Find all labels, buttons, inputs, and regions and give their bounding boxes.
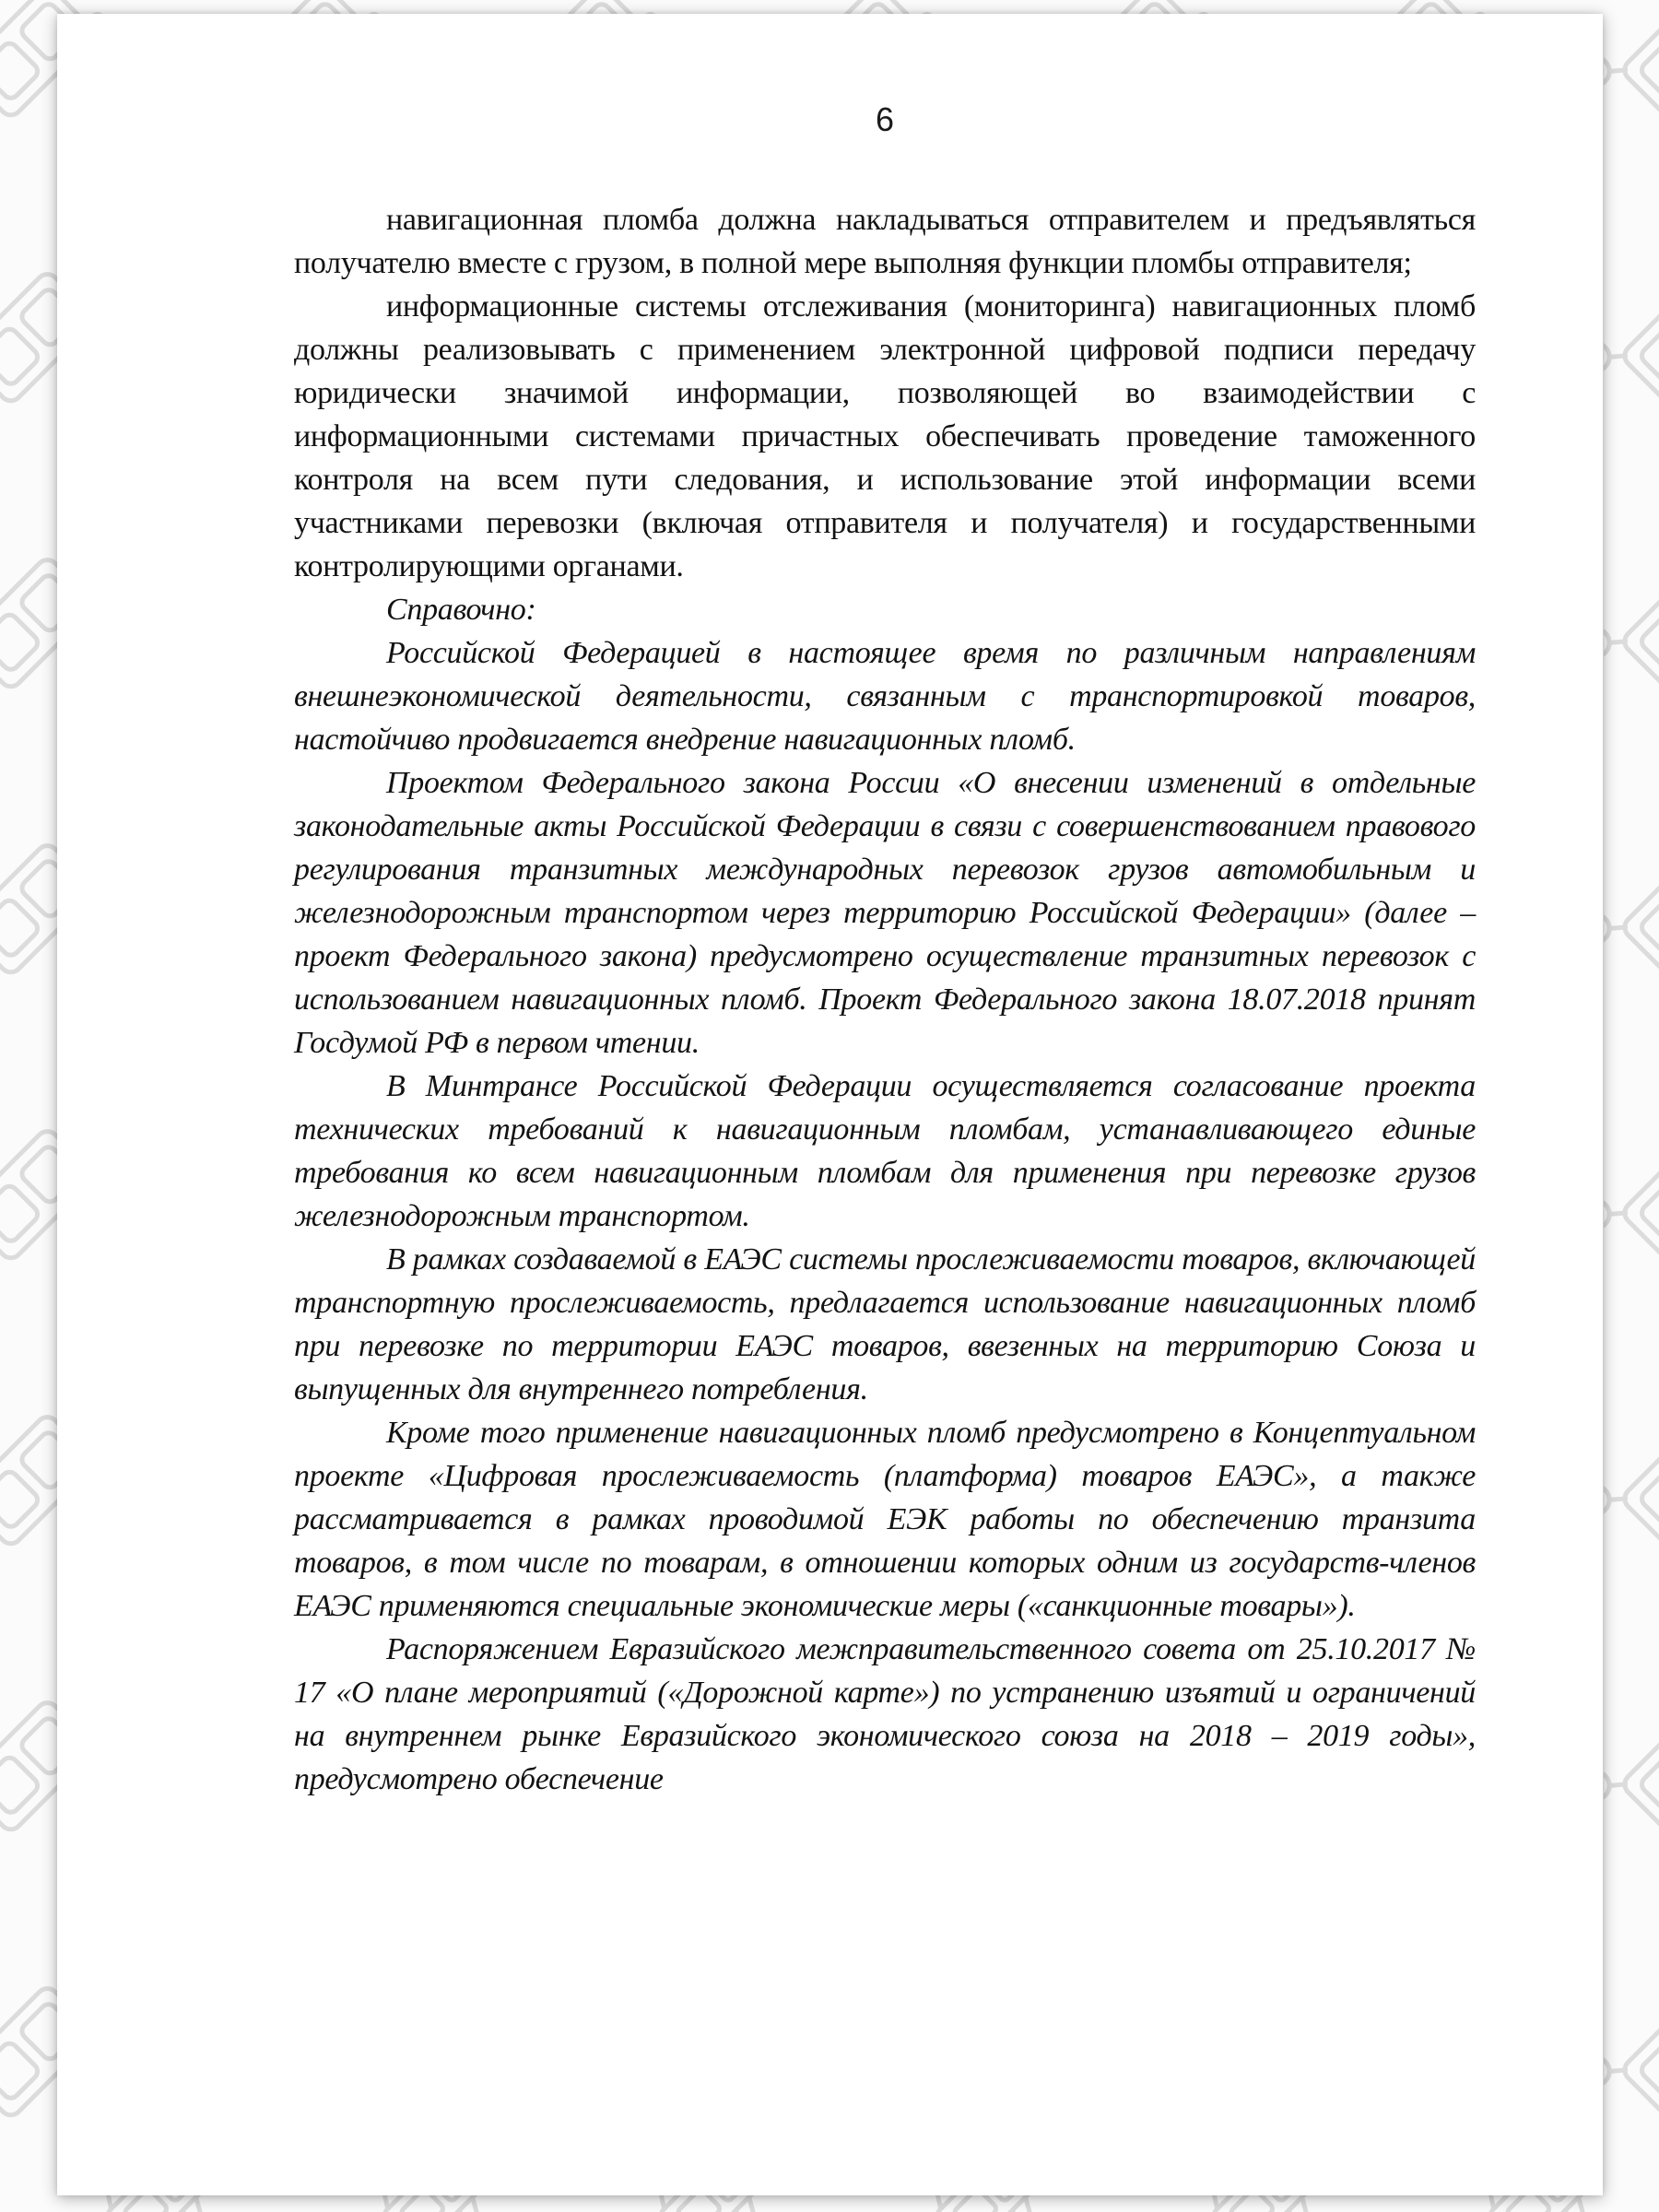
body-text: [294, 198, 1476, 1801]
paragraph: В рамках создаваемой в ЕАЭС системы прослеживаемости товаров, включающей транспортную прослеживаемость, предлагается использование навигационных пломб при перевозке по территории ЕАЭС товаров, ввезенных на территорию Союза и выпущенных для внутреннего потребления.: [294, 1242, 1476, 1406]
page-number: 6: [875, 100, 895, 138]
document-page: [57, 14, 1603, 2195]
paragraph: В Минтрансе Российской Федерации осуществляется согласование проекта технических требований к навигационным пломбам, устанавливающего единые требования ко всем навигационным пломбам для применения при перевозке грузов железнодорожным транспортом.: [294, 1069, 1476, 1233]
paragraph: Проектом Федерального закона России «О внесении изменений в отдельные законодательные акты Российской Федерации в связи с совершенствованием правового регулирования транзитных международных перевозок грузов автомобильным и железнодорожным транспортом через территорию Российской Федерации» (далее – проект Федерального закона) предусмотрено осуществление транзитных перевозок с использованием навигационных пломб. Проект Федерального закона 18.07.2018 принят Госдумой РФ в первом чтении.: [294, 766, 1476, 1060]
paragraph: Справочно:: [386, 593, 536, 627]
paragraph: Российской Федерацией в настоящее время по различным направлениям внешнеэкономической деятельности, связанным с транспортировкой товаров, настойчиво продвигается внедрение навигационных пломб.: [294, 636, 1476, 757]
paragraph: навигационная пломба должна накладываться отправителем и предъявляться получателю вместе с грузом, в полной мере выполняя функции пломбы отправителя;: [294, 203, 1476, 280]
paragraph: Кроме того применение навигационных пломб предусмотрено в Концептуальном проекте «Цифровая прослеживаемость (платформа) товаров ЕАЭС», а также рассматривается в рамках проводимой ЕЭК работы по обеспечению транзита товаров, в том числе по товарам, в отношении которых одним из государств-членов ЕАЭС применяются специальные экономические меры («санкционные товары»).: [294, 1416, 1476, 1623]
paragraph: информационные системы отслеживания (мониторинга) навигационных пломб должны реализовывать с применением электронной цифровой подписи передачу юридически значимой информации, позволяющей во взаимодействии с информационными системами причастных обеспечивать проведение таможенного контроля на всем пути следования, и использование этой информации всеми участниками перевозки (включая отправителя и получателя) и государственными контролирующими органами.: [294, 289, 1476, 583]
paragraph: Распоряжением Евразийского межправительственного совета от 25.10.2017 № 17 «О плане мероприятий («Дорожной карте») по устранению изъятий и ограничений на внутреннем рынке Евразийского экономического союза на 2018 – 2019 годы», предусмотрено обеспечение: [294, 1632, 1476, 1796]
